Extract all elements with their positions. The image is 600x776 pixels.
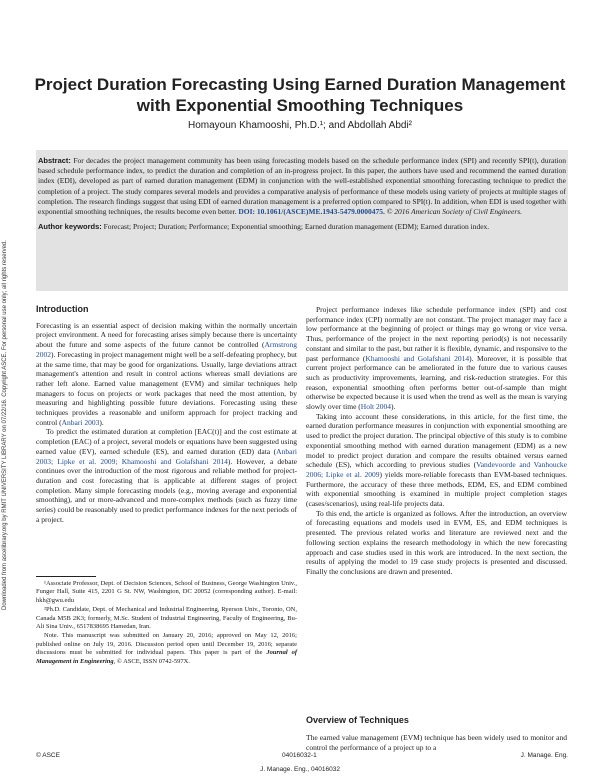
right-paragraph-2 xyxy=(306,412,567,509)
right-p1c-text: ). xyxy=(391,402,396,412)
submission-note-end: , © ASCE, ISSN 0742-597X. xyxy=(113,657,190,665)
keywords-label: Author keywords: xyxy=(38,222,102,232)
right-column xyxy=(306,305,567,577)
footer-page-id: 04016032-1 xyxy=(282,752,317,759)
footnote-2: ²Ph.D. Candidate, Dept. of Mechanical and Industrial Engineering, Ryerson Univ., Toronto, ON, Canada M5B 2K3; formerly, M.Sc. Student of Industrial Engineering, Faculty of Engineering, Bu-Ali Sina Univ., 6517838695 Hamedan, Iran. xyxy=(36,606,297,631)
abstract xyxy=(38,156,566,217)
citation-link[interactable]: Anbari 2003 xyxy=(61,417,100,427)
intro-heading: Introduction xyxy=(36,304,89,314)
overview-paragraph xyxy=(306,733,567,752)
citation-link[interactable]: Anbari 2003; Lipke et al. 2009; Khamooshi and Golafshani 2014 xyxy=(36,446,297,466)
footnotes xyxy=(36,576,297,667)
paper-title: Project Duration Forecasting Using Earned Duration Management with Exponential Smoothing Techniques xyxy=(34,75,566,115)
intro-p2b-text: ). However, a debate continues over the introduction of the most rigorous and reliable method for project-duration and cost forecasting that is applicable at different stages of project completion. Many simple forecasting models (e.g., moving average and exponential smoothing), and or more-advanced and more-complex methods (such as fuzzy time series) could be reasonably used to predict performance indexes for the next periods of a project. xyxy=(36,456,297,524)
copyright-notice: © 2016 American Society of Civil Engineers. xyxy=(384,207,523,217)
overview-text: The earned value management (EVM) technique has been widely used to monitor and control the performance of a project up to a xyxy=(306,733,567,752)
citation-link[interactable]: Vandevoorde and Vanhoucke 2006; Lipke et al. 2009 xyxy=(306,460,567,479)
abstract-box xyxy=(36,150,568,291)
citation-link[interactable]: Khamooshi and Golafshani 2014 xyxy=(365,353,470,363)
footnote-1: ¹Associate Professor, Dept. of Decision Sciences, School of Business, George Washington Univ., Funger Hall, Suite 415, 2201 G St. NW, Washington, DC 20052 (corresponding author). E-mail: hkh@gwu.edu xyxy=(36,580,297,604)
right-p1b-text: ). Moreover, it is possible that current project performance can be ameliorated in the future due to various causes such as productivity improvements, learning, and risk-reduction strategies. For this reason, exponential smoothing often performs better out-of-sample than might otherwise be expected because it is used when the trend as well as the mean is varying slowly over time ( xyxy=(306,353,567,412)
left-column xyxy=(36,305,297,524)
intro-p1b-text: ). Forecasting in project management might well be a self-defeating prophecy, but at the same time, that may be good for organizations. Usually, large deviations attract management's attention and result in control actions whereas small deviations are rather left alone. Earned value management (EVM) and similar techniques help managers to focus on projects or work packages that need the most attention, by measuring and highlighting possible future deviations. Forecasting using these techniques provides a reasonable and uniform approach for project tracking and control ( xyxy=(36,349,297,427)
submission-note-text: Note. This manuscript was submitted on January 20, 2016; approved on May 12, 2016; published online on July 19, 2016. Discussion period open until December 19, 2016; separate discussions must be submitted for individual papers. This paper is part of the xyxy=(36,632,297,657)
right-paragraph-1 xyxy=(306,305,567,412)
paper-authors: Homayoun Khamooshi, Ph.D.¹; and Abdollah Abdi² xyxy=(187,120,413,131)
citation-link[interactable]: Armstrong 2002 xyxy=(36,340,297,359)
keywords-text: Forecast; Project; Duration; Performance; Exponential smoothing; Earned duration management (EDM); Earned duration index. xyxy=(101,222,490,232)
download-notice-text: Downloaded from ascelibrary.org by RMIT UNIVERSITY LIBRARY on 07/22/16. Copyright ASCE. For personal use only; all rights reserved. xyxy=(2,240,8,610)
download-notice xyxy=(2,150,12,610)
intro-paragraph-1 xyxy=(36,321,297,428)
citation-link[interactable]: Holt 2004 xyxy=(360,402,392,412)
footnote-rule xyxy=(36,576,96,577)
overview-heading: Overview of Techniques xyxy=(306,715,409,725)
abstract-text: For decades the project management community has been using forecasting models based on the schedule performance index (SPI) and recently SPI(t), duration based schedule performance index, to predict the duration and completion of an in-progress project. In this paper, the authors have used and recommend the earned duration index (EDI), developed as part of earned duration management (EDM) in conjunction with the well-established exponential smoothing forecasting technique to predict the completion of a project. The study compares several models and provides a comparative analysis of performance of these models using variety of projects at multiple stages of completion. The research findings suggest that using EDI of earned duration management is a preferred option compared to SPI(t). In addition, when EDI is used together with exponential smoothing techniques, the results become even better. xyxy=(38,156,566,217)
intro-p1c-text: ). xyxy=(99,417,104,427)
footer-journal-abbrev: J. Manage. Eng. xyxy=(520,752,568,759)
author-keywords xyxy=(38,222,566,232)
intro-p2-text: To predict the estimated duration at completion [EAC(t)] and the cost estimate at completion (EAC) of a project, several models or equations have been suggested using earned value (EV), earned schedule (ES), and earned duration (ED) data ( xyxy=(36,427,297,456)
right-p1-text: Project performance indexes like schedule performance index (SPI) and cost performance index (CPI) normally are not constant. The project manager may face a low performance at the beginning of project or things may go wrong or vice versa. Thus, performance of the project in the next reporting period(s) is not necessarily constant and similar to the past, but rather it is flexible, dynamic, and responsive to the past performance ( xyxy=(306,305,567,363)
doi-link[interactable]: DOI: 10.1061/(ASCE)ME.1943-5479.0000475. xyxy=(238,207,385,217)
right-p2b-text: ) yields more-reliable forecasts than EVM-based techniques. Furthermore, the accuracy of these three methods, EDM, ES, and EDM combined with exponential smoothing is examined in multiple project completion stages (cases/scenarios), using real-life projects data. xyxy=(306,469,567,509)
intro-p1-text: Forecasting is an essential aspect of decision making within the normally uncertain project environment. A need for forecasting arises simply because there is uncertainty about the future and some aspects of the future cannot be controlled ( xyxy=(36,320,297,350)
intro-paragraph-2 xyxy=(36,427,297,524)
submission-note xyxy=(36,632,297,666)
right-p2-text: Taking into account these considerations, in this article, for the first time, the earned duration performance measures in conjunction with exponential smoothing are used to predict the project duration. The principal objective of this study is to combine exponential smoothing method with earned duration management (EDM) as a new model to predict project duration and compare the results obtained versus earned schedule (ES), which according to previous studies ( xyxy=(306,411,567,470)
journal-citation: J. Manage. Eng., 04016032 xyxy=(260,766,340,773)
right-paragraph-3: To this end, the article is organized as follows. After the introduction, an overview of forecasting equations and models used in EVM, ES, and EDM techniques is presented. The previous related works and literature are reviewed next and the following section explains the research methodology in which the new forecasting approach and case studies used in this work are introduced. In the next section, the results of applying the model to 19 case study projects is presented and discussed. Finally the conclusions are drawn and presented. xyxy=(306,508,567,576)
abstract-label: Abstract: xyxy=(38,156,71,165)
footer-copyright: © ASCE xyxy=(36,752,60,759)
journal-name: Journal of Management in Engineering xyxy=(36,649,297,665)
